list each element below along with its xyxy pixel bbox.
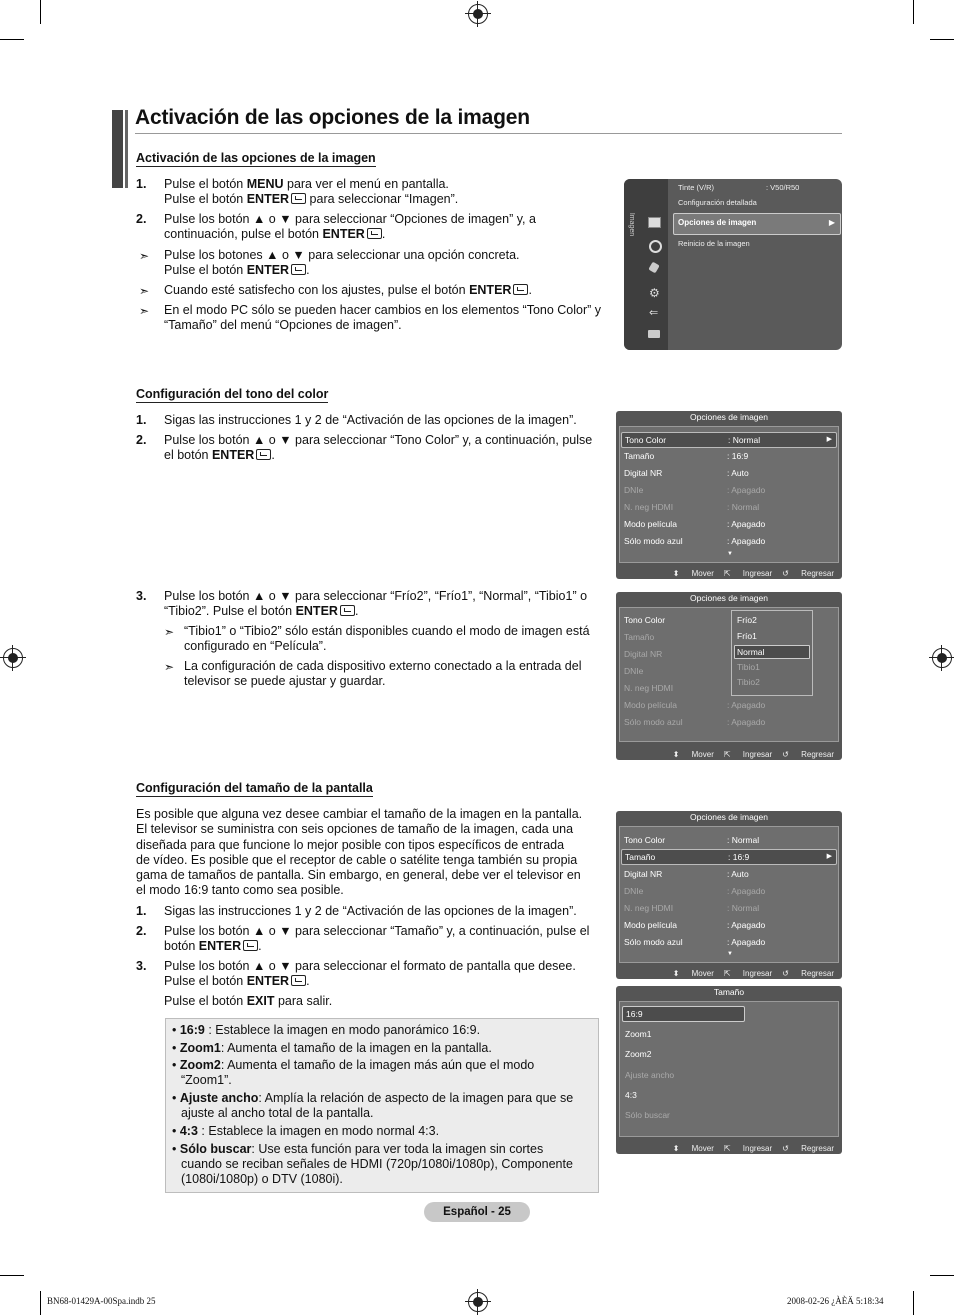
note-arrow-icon: ➣ xyxy=(139,304,150,318)
registration-mark-icon xyxy=(3,648,23,668)
osd-row: Digital NR : Auto xyxy=(624,468,749,478)
osd-footer: ⬍ Mover ⇱ Ingresar ↺ Regresar xyxy=(672,750,834,759)
osd-row-selected: Tono Color : Normal ▶ xyxy=(621,432,837,448)
osd-row: Sólo modo azul : Apagado xyxy=(624,717,766,727)
section3-heading: Configuración del tamaño de la pantalla xyxy=(136,781,373,795)
osd-row: Tamaño xyxy=(624,632,655,642)
size-option: Sólo buscar xyxy=(625,1110,670,1120)
size-option: 4:3 xyxy=(625,1090,637,1100)
step-number: 1. xyxy=(136,904,147,918)
note-text: “Tibio1” o “Tibio2” sólo están disponibles cuando el modo de imagen está configurado en “Película”. xyxy=(184,624,590,654)
footer-timestamp: 2008-02-26 ¿ÀÈÄ 5:18:34 xyxy=(787,1296,884,1306)
osd-footer: ⬍ Mover ⇱ Ingresar ↺ Regresar xyxy=(672,969,834,978)
osd-row-selected: Tamaño : 16:9 ▶ xyxy=(621,849,837,865)
bullet-item: • Sólo buscar: Use esta función para ver toda la imagen sin cortes xyxy=(172,1142,544,1156)
input-icon: ⇐ xyxy=(649,307,659,319)
bullet-item-cont: (1080i/1080p) o DTV (1080i). xyxy=(181,1172,343,1186)
picture-icon xyxy=(648,217,661,228)
application-icon xyxy=(648,330,660,338)
scroll-down-icon: ▼ xyxy=(727,551,733,557)
dropdown-option-selected: Normal xyxy=(734,645,810,659)
enter-icon xyxy=(256,449,271,460)
note-arrow-icon: ➣ xyxy=(164,625,175,639)
osd-row: Digital NR : Auto xyxy=(624,869,749,879)
enter-icon xyxy=(291,193,306,204)
step-text: Pulse los botón ▲ o ▼ para seleccionar “Opciones de imagen” y, a continuación, pulse el botón ENTER . xyxy=(164,212,536,242)
page-title: Activación de las opciones de la imagen xyxy=(135,106,530,129)
osd-row: Modo película : Apagado xyxy=(624,700,766,710)
arrow-right-icon: ▶ xyxy=(826,853,832,860)
step-text: Pulse los botón ▲ o ▼ para seleccionar “Tono Color” y, a continuación, pulse el botón ENTER . xyxy=(164,433,593,463)
bullet-item: • 4:3 : Establece la imagen en modo normal 4:3. xyxy=(172,1124,440,1138)
section2-heading: Configuración del tono del color xyxy=(136,387,329,401)
osd-footer: ⬍ Mover ⇱ Ingresar ↺ Regresar xyxy=(672,569,834,578)
osd-tamano: Opciones de imagen Tono Color : Normal Tamaño : 16:9 ▶ Digital NR : Auto DNIe : Apagado N. neg HDMI : Normal Modo película : Apagado Sólo modo azul : Apagado ▼ ⬍ Mover ⇱ Ingresar ↺ Regresar xyxy=(616,811,842,979)
osd-footer: ⬍ Mover ⇱ Ingresar ↺ Regresar xyxy=(672,1144,834,1153)
step-number: 2. xyxy=(136,924,147,938)
step-number: 1. xyxy=(136,177,147,191)
osd-row: Digital NR xyxy=(624,649,663,659)
page-number: Español - 25 xyxy=(424,1202,530,1222)
setup-gear-icon: ⚙ xyxy=(649,286,660,300)
enter-icon xyxy=(291,975,306,986)
enter-icon xyxy=(367,228,382,239)
osd-row: Tamaño : 16:9 xyxy=(624,451,749,461)
osd-row: N. neg HDMI : Normal xyxy=(624,502,760,512)
step-text: Pulse el botón MENU para ver el menú en pantalla. Pulse el botón ENTER para seleccionar “Imagen”. xyxy=(164,177,459,207)
bullet-item-cont: cuando se reciban señales de HDMI (720p/1080i/1080p), Componente xyxy=(181,1157,573,1171)
step-number: 3. xyxy=(136,589,147,603)
osd-row: Modo película : Apagado xyxy=(624,519,766,529)
step-number: 2. xyxy=(136,433,147,447)
osd-tono-color: Opciones de imagen Tono Color : Normal ▶ Tamaño : 16:9 Digital NR : Auto DNIe : Apagado N. neg HDMI : Normal Modo película : Apagado Sólo modo azul : Apagado ▼ ⬍ Mover ⇱ Ingresar ↺ Regresar xyxy=(616,411,842,579)
title-bar-accent xyxy=(125,110,128,188)
osd-row-selected: Opciones de imagen ▶ xyxy=(673,213,841,235)
enter-icon xyxy=(243,940,258,951)
note-arrow-icon: ➣ xyxy=(139,284,150,298)
step-number: 3. xyxy=(136,959,147,973)
enter-icon xyxy=(513,284,528,295)
step-text: Pulse los botón ▲ o ▼ para seleccionar “Frío2”, “Frío1”, “Normal”, “Tibio1” o “Tibio2”. Pulse el botón ENTER . xyxy=(164,589,588,619)
bullet-item: • Ajuste ancho: Amplía la relación de aspecto de la imagen para que se xyxy=(172,1091,574,1105)
osd-row: Tono Color xyxy=(624,615,666,625)
title-bar xyxy=(112,110,123,188)
size-option: Zoom1 xyxy=(625,1029,652,1039)
bullet-item: • 16:9 : Establece la imagen en modo panorámico 16:9. xyxy=(172,1023,481,1037)
osd-row: Sólo modo azul : Apagado xyxy=(624,536,766,546)
osd-size-list: Tamaño 16:9 Zoom1 Zoom2 Ajuste ancho 4:3 Sólo buscar ⬍ Mover ⇱ Ingresar ↺ Regresar xyxy=(616,986,842,1154)
dropdown-option: Frío2 xyxy=(737,615,757,625)
registration-mark-icon xyxy=(468,4,488,24)
dropdown-option: Frío1 xyxy=(737,631,757,641)
registration-mark-icon xyxy=(932,648,952,668)
size-option-selected: 16:9 xyxy=(622,1006,745,1022)
section1-heading: Activación de las opciones de la imagen xyxy=(136,151,376,165)
footer-file: BN68-01429A-00Spa.indb 25 xyxy=(47,1296,156,1306)
osd-row: Tono Color : Normal xyxy=(624,835,760,845)
osd-picture-menu xyxy=(624,179,842,350)
step-text: Pulse los botón ▲ o ▼ para seleccionar “Tamaño” y, a continuación, pulse el botón ENTER . xyxy=(164,924,590,954)
note-text: La configuración de cada dispositivo externo conectado a la entrada del televisor se puede ajustar y guardar. xyxy=(184,659,582,689)
step-text: Sigas las instrucciones 1 y 2 de “Activación de las opciones de la imagen”. xyxy=(164,904,577,918)
registration-mark-icon xyxy=(468,1292,488,1312)
note-text: Cuando esté satisfecho con los ajustes, pulse el botón ENTER . xyxy=(164,283,532,297)
step-number: 2. xyxy=(136,212,147,226)
osd-row-value: : V50/R50 xyxy=(766,183,800,192)
osd-row: Configuración detallada xyxy=(678,198,757,207)
dropdown-option: Tibio2 xyxy=(737,677,760,687)
note-text: En el modo PC sólo se pueden hacer cambios en los elementos “Tono Color” y “Tamaño” del menú “Opciones de imagen”. xyxy=(164,303,602,333)
bullet-item: • Zoom2: Aumenta el tamaño de la imagen más aún que el modo xyxy=(172,1058,535,1072)
bullet-item-cont: “Zoom1”. xyxy=(181,1073,232,1087)
step-text: Sigas las instrucciones 1 y 2 de “Activación de las opciones de la imagen”. xyxy=(164,413,577,427)
size-option: Ajuste ancho xyxy=(625,1070,675,1080)
sound-icon xyxy=(649,240,662,253)
step-text: Pulse el botón EXIT para salir. xyxy=(164,994,333,1008)
scroll-down-icon: ▼ xyxy=(727,951,733,957)
bullet-item-cont: ajuste al ancho total de la pantalla. xyxy=(181,1106,374,1120)
osd-row: Reinicio de la imagen xyxy=(678,239,750,248)
osd-dropdown xyxy=(731,610,813,696)
osd-row: Modo película : Apagado xyxy=(624,920,766,930)
intro-paragraph: Es posible que alguna vez desee cambiar el tamaño de la imagen en la pantalla. El televisor se suministra con seis opciones de tamaño de la imagen, cada una diseñada para que funcione lo mejor posible con tipos específicos de entrada de vídeo. Es posible que el receptor de cable o satélite tenga también su propia gama de tamaños de pantalla. Sin embargo, en general, debe ver el televisor en el modo 16:9 tanto como sea posible. xyxy=(136,807,583,898)
enter-icon xyxy=(340,605,355,616)
osd-side-panel xyxy=(624,179,668,350)
osd-row: DNIe : Apagado xyxy=(624,485,766,495)
arrow-right-icon: ▶ xyxy=(828,218,835,227)
note-arrow-icon: ➣ xyxy=(139,249,150,263)
osd-row: Sólo modo azul : Apagado xyxy=(624,937,766,947)
osd-side-label: Imagen xyxy=(628,212,636,237)
note-arrow-icon: ➣ xyxy=(164,660,175,674)
osd-row: DNIe xyxy=(624,666,644,676)
arrow-right-icon: ▶ xyxy=(826,436,832,443)
size-option: Zoom2 xyxy=(625,1049,652,1059)
osd-row: DNIe : Apagado xyxy=(624,886,766,896)
dropdown-option: Tibio1 xyxy=(737,662,760,672)
osd-row: N. neg HDMI : Normal xyxy=(624,903,760,913)
step-number: 1. xyxy=(136,413,147,427)
step-text: Pulse los botón ▲ o ▼ para seleccionar el formato de pantalla que desee. Pulse el botón ENTER . xyxy=(164,959,576,989)
title-rule xyxy=(135,133,842,134)
osd-tono-color-list: Opciones de imagen Tono Color Tamaño Digital NR DNIe N. neg HDMI Modo película : Apagado Sólo modo azul : Apagado Frío2 Frío1 Normal Tibio1 Tibio2 ⬍ Mover ⇱ Ingresar ↺ Regresar xyxy=(616,592,842,760)
note-text: Pulse los botones ▲ o ▼ para seleccionar una opción concreta. Pulse el botón ENTER . xyxy=(164,248,520,278)
osd-row: N. neg HDMI xyxy=(624,683,674,693)
enter-icon xyxy=(291,264,306,275)
bullet-item: • Zoom1: Aumenta el tamaño de la imagen en la pantalla. xyxy=(172,1041,492,1055)
osd-row: Tinte (V/R) xyxy=(678,183,714,192)
